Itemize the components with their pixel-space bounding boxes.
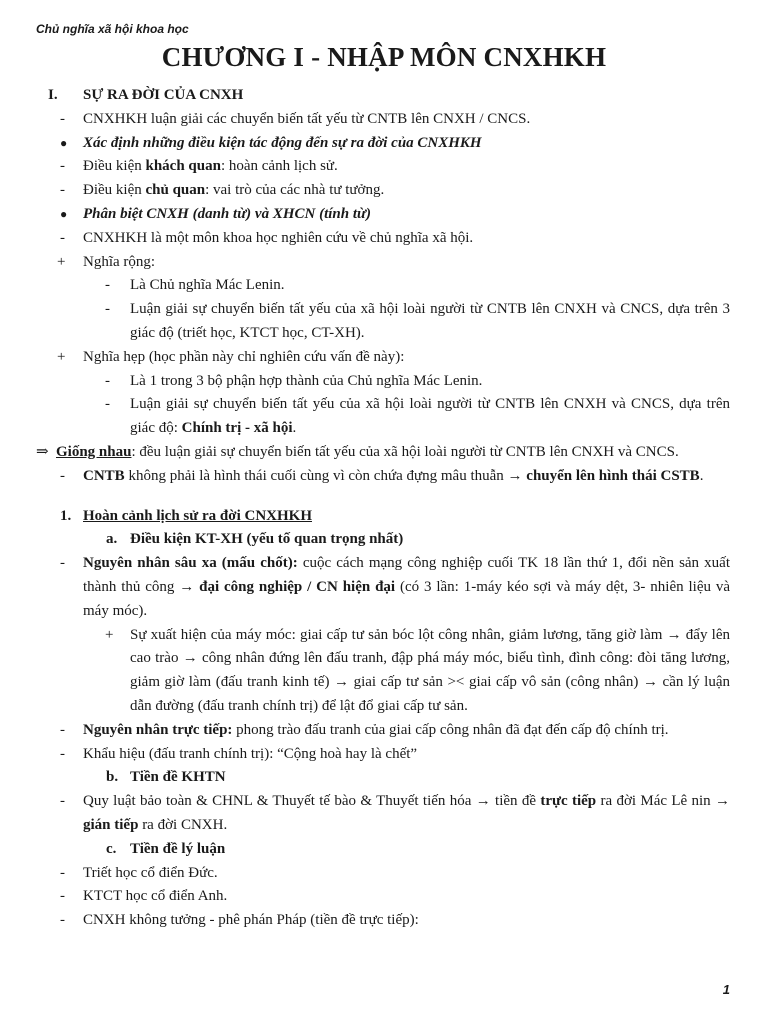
- subheading-title: Tiền đề lý luận: [130, 840, 226, 857]
- bold-term: Nguyên nhân sâu xa (mấu chốt):: [83, 555, 298, 572]
- item-text: Phân biệt CNXH (danh từ) và XHCN (tính từ): [83, 205, 372, 222]
- list-item: [0, 624, 768, 719]
- item-text: .: [292, 420, 297, 437]
- subsection-title: Hoàn cảnh lịch sử ra đời CNXHKH: [83, 507, 312, 524]
- conclusion-line: [0, 441, 768, 465]
- bullet-icon: ●: [60, 135, 68, 150]
- dash-marker: -: [60, 158, 65, 175]
- section-marker: I.: [48, 87, 58, 103]
- course-header: Chủ nghĩa xã hội khoa học: [36, 22, 189, 36]
- item-text: ra đời Mác Lê nin →: [596, 793, 730, 810]
- item-text: KTCT học cổ điển Anh.: [83, 888, 228, 905]
- implies-arrow-icon: ⇒: [36, 443, 49, 460]
- item-text: không phải là hình thái cuối cùng vì còn chứa đựng mâu thuẫn →: [124, 467, 527, 484]
- list-item: [0, 179, 768, 203]
- dash-marker: -: [60, 864, 65, 881]
- list-item: [0, 393, 768, 441]
- section-heading-I: [0, 84, 768, 108]
- list-item: [0, 155, 768, 179]
- item-text: cuộc cách mạng công nghiệp cuối TK 18 lần thứ 1, đổi nền sản xuất thành thủ công →: [83, 555, 730, 595]
- plus-marker: +: [57, 253, 66, 270]
- bold-term: CNTB: [83, 467, 125, 484]
- letter-marker: a.: [106, 531, 118, 548]
- plus-marker: +: [57, 348, 66, 365]
- list-item: [0, 885, 768, 909]
- dash-marker: -: [60, 467, 65, 484]
- subheading-title: Điều kiện KT-XH (yếu tố quan trọng nhất): [130, 531, 404, 548]
- list-item: [0, 346, 768, 370]
- item-text: Quy luật bảo toàn & CHNL & Thuyết tế bào & Thuyết tiến hóa → tiền đề: [83, 793, 541, 810]
- item-text: Khẩu hiệu (đấu tranh chính trị): “Cộng hoà hay là chết”: [83, 745, 418, 762]
- item-text: CNXH không tưởng - phê phán Pháp (tiền đề trực tiếp):: [83, 912, 419, 929]
- subheading-c: [0, 838, 768, 862]
- list-item: [0, 465, 768, 489]
- dash-marker: -: [60, 555, 65, 572]
- item-text: ra đời CNXH.: [138, 816, 228, 833]
- bullet-item: [0, 132, 768, 156]
- letter-marker: c.: [106, 840, 117, 857]
- dash-marker: -: [60, 110, 65, 127]
- item-text: Sự xuất hiện của máy móc: giai cấp tư sản bóc lột công nhân, giảm lương, tăng giờ làm → đẩy lên cao trào → công nhân đứng lên đấu tranh, đập phá máy móc, biểu tình, đình công: đòi tăng lương, giảm giờ làm (đấu tranh kinh tế) → giai cấp tư sản >< giai cấp vô sản (công nhân) → cần lý luận dẫn đường (đấu tranh chính trị) để lật đổ giai cấp tư sản.: [130, 626, 730, 714]
- item-text: : vai trò của các nhà tư tưởng.: [205, 182, 385, 199]
- item-text: (có 3 lần: 1-máy kéo sợi và máy dệt, 3- nhiên liệu và máy móc).: [83, 578, 731, 619]
- list-item: [0, 743, 768, 767]
- list-item: [0, 862, 768, 886]
- subsection-heading-1: [0, 505, 768, 529]
- letter-marker: b.: [106, 769, 119, 786]
- bold-term: trực tiếp: [540, 793, 597, 810]
- bullet-icon: ●: [60, 206, 68, 221]
- chapter-title: CHƯƠNG I - NHẬP MÔN CNXHKH: [161, 42, 607, 72]
- dash-marker: -: [60, 229, 65, 246]
- dash-marker: -: [105, 372, 110, 389]
- page-number: 1: [722, 982, 730, 997]
- dash-marker: -: [105, 396, 110, 413]
- item-text: Nghĩa rộng:: [83, 253, 156, 270]
- dash-marker: -: [60, 793, 65, 810]
- list-item: [0, 108, 768, 132]
- section-title: SỰ RA ĐỜI CỦA CNXH: [83, 87, 244, 103]
- dash-marker: -: [60, 182, 65, 199]
- bold-term: đại công nghiệp / CN hiện đại: [199, 578, 396, 595]
- item-text: CNXHKH luận giải các chuyển biến tất yếu từ CNTB lên CNXH / CNCS.: [83, 110, 531, 127]
- list-item: [0, 790, 768, 838]
- dash-marker: -: [105, 301, 110, 318]
- list-item: [0, 274, 768, 298]
- bold-term: gián tiếp: [83, 816, 139, 833]
- item-text: CNXHKH là một môn khoa học nghiên cứu về chủ nghĩa xã hội.: [83, 229, 474, 246]
- item-text: Xác định những điều kiện tác động đến sự ra đời của CNXHKH: [83, 134, 482, 151]
- item-text: .: [699, 467, 704, 484]
- bold-term: chủ quan: [145, 182, 206, 199]
- bold-term: khách quan: [145, 158, 221, 175]
- item-text: : hoàn cảnh lịch sử.: [220, 158, 338, 175]
- list-item: [0, 909, 768, 933]
- item-text: Điều kiện: [83, 158, 146, 175]
- item-text: Triết học cổ điển Đức.: [83, 864, 218, 881]
- list-item: [0, 298, 768, 346]
- item-text: Điều kiện: [83, 182, 146, 199]
- plus-marker: +: [105, 626, 114, 643]
- dash-marker: -: [60, 721, 65, 738]
- number-marker: 1.: [60, 507, 72, 524]
- item-text: Luận giải sự chuyển biến tất yếu của xã hội loài người từ CNTB lên CNXH và CNCS, dựa trên giác độ:: [130, 396, 730, 437]
- bold-term: Nguyên nhân trực tiếp:: [83, 721, 233, 738]
- list-item: [0, 251, 768, 275]
- dash-marker: -: [105, 277, 110, 294]
- subheading-title: Tiền đề KHTN: [130, 769, 226, 786]
- bold-term: Chính trị - xã hội: [181, 420, 293, 437]
- list-item: [0, 552, 768, 623]
- item-text: Luận giải sự chuyển biến tất yếu của xã hội loài người từ CNTB lên CNXH và CNCS, dựa trên 3 giác độ (triết học, KTCT học, CT-XH).: [130, 301, 730, 341]
- item-text: Nghĩa hẹp (học phần này chỉ nghiên cứu vấn đề này):: [83, 348, 405, 365]
- item-text: Là 1 trong 3 bộ phận hợp thành của Chủ nghĩa Mác Lenin.: [130, 372, 483, 389]
- list-item: [0, 370, 768, 394]
- list-item: [0, 719, 768, 743]
- dash-marker: -: [60, 912, 65, 929]
- list-item: [0, 227, 768, 251]
- item-text: Là Chủ nghĩa Mác Lenin.: [130, 277, 285, 294]
- subheading-a: [0, 528, 768, 552]
- dash-marker: -: [60, 888, 65, 905]
- underlined-term: Giống nhau: [56, 443, 132, 460]
- item-text: phong trào đấu tranh của giai cấp công nhân đã đạt đến cấp độ chính trị.: [232, 721, 669, 738]
- document-body: [0, 84, 768, 933]
- bold-term: chuyển lên hình thái CSTB: [526, 467, 700, 484]
- item-text: : đều luận giải sự chuyển biến tất yếu của xã hội loài người từ CNTB lên CNXH và CNCS.: [131, 443, 679, 460]
- subheading-b: [0, 766, 768, 790]
- dash-marker: -: [60, 745, 65, 762]
- bullet-item: [0, 203, 768, 227]
- spacer: [0, 489, 768, 505]
